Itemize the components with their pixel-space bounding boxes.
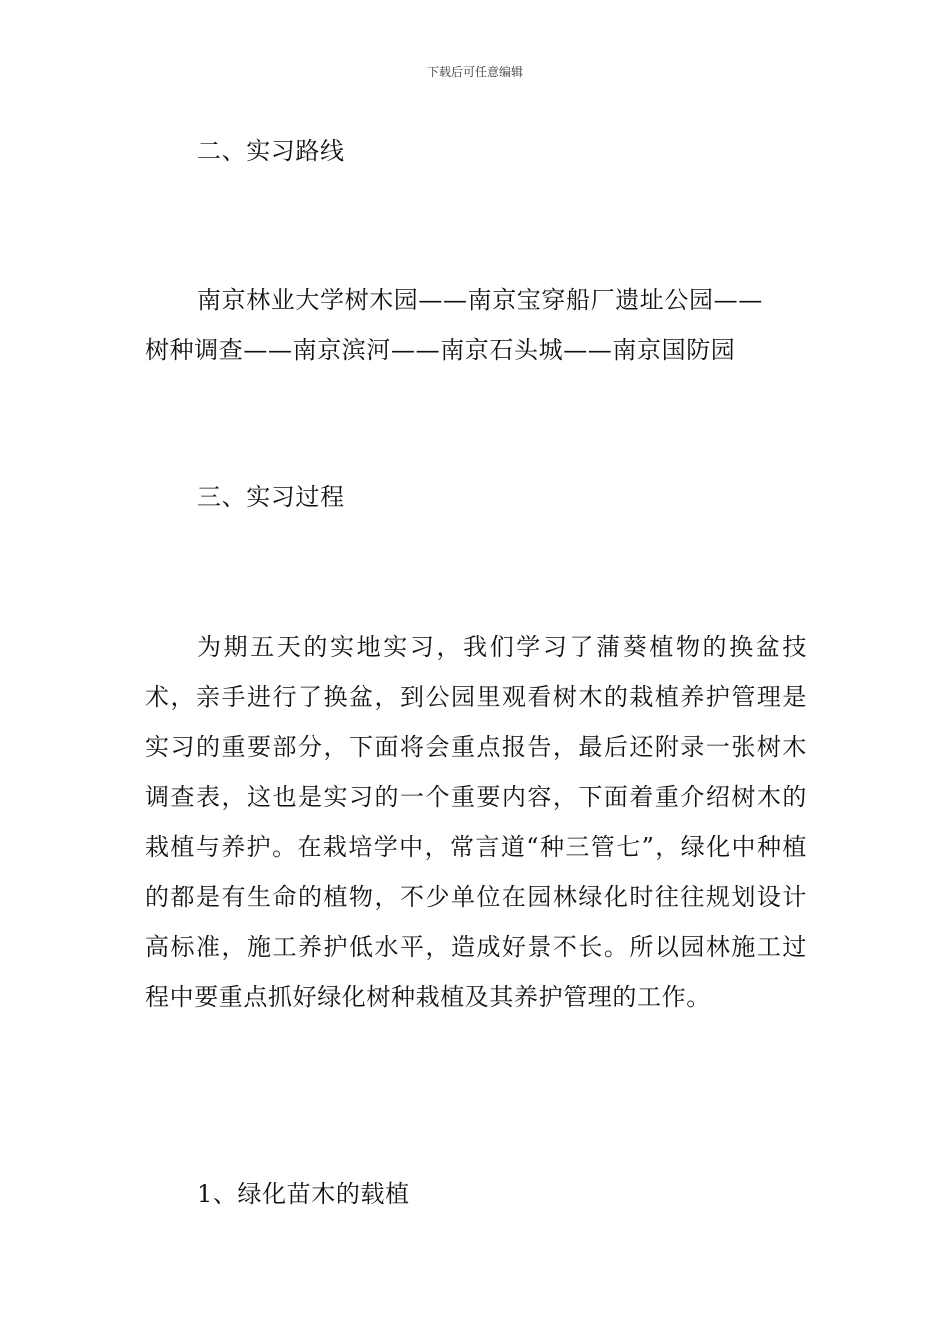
route-line-1: 南京林业大学树木园——南京宝穿船厂遗址公园——	[197, 286, 763, 314]
subheading-1: 1、绿化苗木的载植	[197, 1180, 410, 1208]
process-paragraph-text: 为期五天的实地实习，我们学习了蒲葵植物的换盆技术，亲手进行了换盆，到公园里观看树木的栽植养护管理是实习的重要部分，下面将会重点报告，最后还附录一张树木调查表，这也是实习的一个重要内容，下面着重介绍树木的栽植与养护。在栽培学中，常言道“种三管七”，绿化中种植的都是有生命的植物，不少单位在园林绿化时往往规划设计高标准，施工养护低水平，造成好景不长。所以园林施工过程中要重点抓好绿化树种栽植及其养护管理的工作。	[145, 633, 807, 1011]
process-heading: 三、实习过程	[197, 483, 345, 511]
page-header: 下载后可任意编辑	[426, 65, 523, 79]
route-line-2: 树种调查——南京滨河——南京石头城——南京国防园	[145, 336, 736, 364]
route-paragraph	[145, 275, 807, 375]
route-heading: 二、实习路线	[197, 137, 345, 165]
process-paragraph	[145, 622, 807, 1022]
